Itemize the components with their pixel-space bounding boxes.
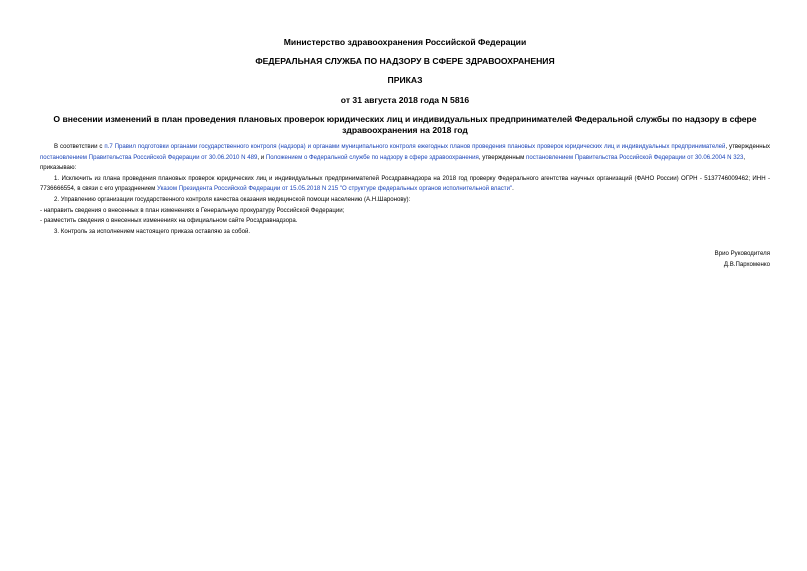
preamble-text-3: , и (257, 153, 266, 161)
link-regulation-service[interactable]: Положением о Федеральной службе по надзору в сфере здравоохранения (265, 153, 479, 161)
preamble-text-1: В соответствии с (54, 143, 105, 150)
item-3: 3. Контроль за исполнением настоящего приказа оставляю за собой. (54, 227, 251, 235)
document-body (40, 142, 770, 237)
item-1-text: 1. Исключить из плана проведения плановых проверок юридических лиц и индивидуальных предпринимателей Росздравнадзора на 2018 год проверку Федерального агентства научных организаций (ФАНО России) ОГРН - 5137746009462; ИНН - 7736666554, в связи с его упразднением (40, 174, 770, 193)
document-title: О внесении изменений в план проведения плановых проверок юридических лиц и индивидуальных предпринимателей Федеральной службы по надзору в сфере здравоохранения на 2018 год (53, 114, 757, 135)
preamble-text-5: , (743, 153, 746, 161)
item-1-text-end: . (512, 185, 514, 193)
link-decree-489[interactable]: постановлением Правительства Российской Федерации от 30.06.2010 N 489 (40, 153, 258, 161)
signature-name: Д.В.Пархоменко (723, 261, 770, 268)
link-decree-323[interactable]: постановлением Правительства Российской Федерации от 30.06.2004 N 323 (526, 153, 744, 161)
link-rules-p7[interactable]: п.7 Правил подготовки органами государственного контроля (надзора) и органами муниципального контроля ежегодных планов проведения плановых проверок юридических лиц и индивидуальных предпринимателей (104, 143, 726, 150)
item-2-sub-a: - направить сведения о внесенных в план изменениях в Генеральную прокуратуру Российской Федерации; (40, 206, 345, 214)
preamble-text-2: , утвержденных (725, 143, 770, 150)
date-number-heading: от 31 августа 2018 года N 5816 (340, 95, 470, 105)
doc-type-heading: ПРИКАЗ (387, 75, 423, 85)
item-2-sub-b: - разместить сведения о внесенных изменениях на официальном сайте Росздравнадзора. (40, 217, 298, 225)
signature-position: Врио Руководителя (714, 250, 770, 257)
link-presidential-decree-215[interactable]: Указом Президента Российской Федерации от 15.05.2018 N 215 "О структуре федеральных органов исполнительной власти" (156, 185, 513, 193)
item-2: 2. Управлению организации государственного контроля качества оказания медицинской помощи населению (А.Н.Шаронову): (54, 195, 411, 203)
order-word: приказываю: (40, 164, 77, 172)
service-heading: ФЕДЕРАЛЬНАЯ СЛУЖБА ПО НАДЗОРУ В СФЕРЕ ЗДРАВООХРАНЕНИЯ (255, 56, 555, 66)
ministry-heading: Министерство здравоохранения Российской Федерации (283, 37, 527, 47)
item-1 (40, 174, 770, 195)
preamble-paragraph (40, 142, 770, 163)
preamble-text-4: , утвержденным (478, 153, 527, 161)
